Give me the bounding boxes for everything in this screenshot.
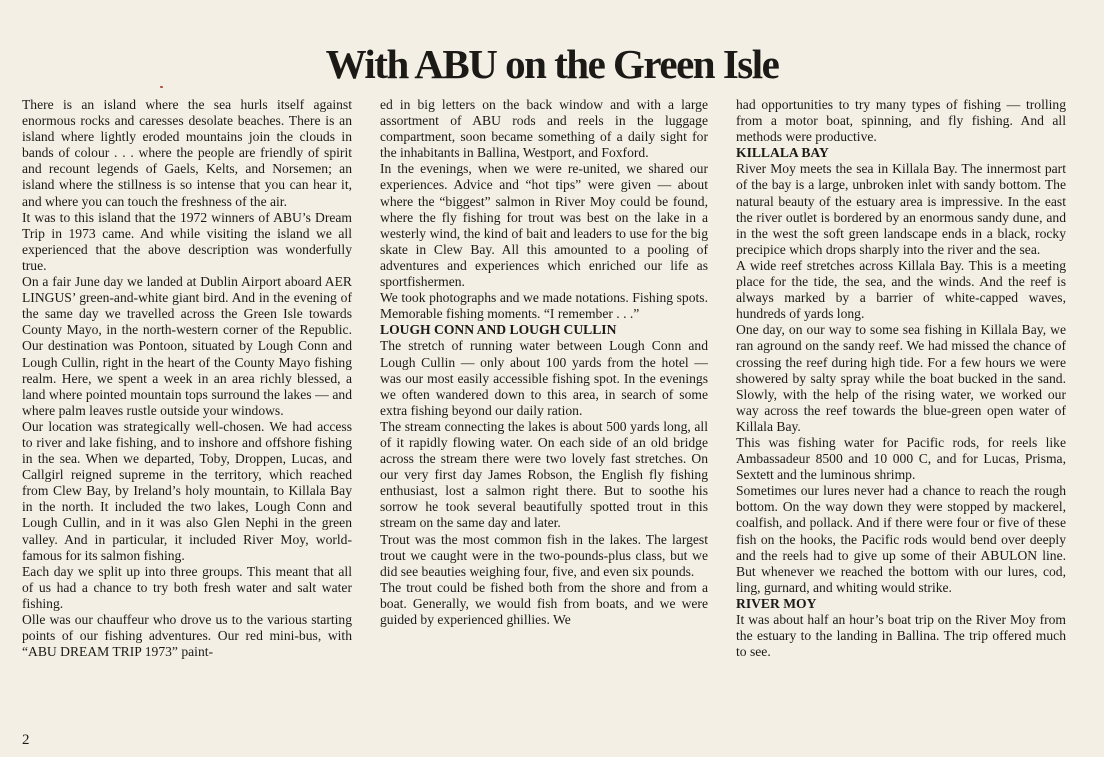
article-paragraph: One day, on our way to some sea fishing in Killala Bay, we ran aground on the sandy reef. We had missed the chance of crossing the reef during high tide. For a few hours we were showered by salty spray while the boat bucked in the sand. Slowly, with the help of the rising water, we worked our way across the reef towards the blue-green open water of Killala Bay.	[736, 322, 1066, 434]
article-paragraph: It was to this island that the 1972 winners of ABU’s Dream Trip in 1973 came. And while visiting the island we all experienced that the above description was wonderfully true.	[22, 209, 352, 273]
article-paragraph: Each day we split up into three groups. This meant that all of us had a chance to try both fresh water and salt water fishing.	[22, 563, 352, 611]
section-heading: LOUGH CONN AND LOUGH CULLIN	[380, 322, 617, 338]
article-paragraph: This was fishing water for Pacific rods, for reels like Ambassadeur 8500 and 10 000 C, and for Lucas, Prisma, Sextett and the luminous shrimp.	[736, 434, 1066, 483]
article-paragraph: Olle was our chauffeur who drove us to the various starting points of our fishing adventures. Our red mini-bus, with “ABU DREAM TRIP 1973” paint-	[22, 612, 352, 660]
article-paragraph: In the evenings, when we were re-united, we shared our experiences. Advice and “hot tips” were given — about where the “biggest” salmon in River Moy could be found, where the fly fishing for trout was best on the lake in a westerly wind, the kind of bait and leaders to use for the big skate in Clew Bay. All this amounted to a pooling of adventures and experiences which enriched our life as sportfishermen.	[380, 161, 708, 290]
article-paragraph: A wide reef stretches across Killala Bay. This is a meeting place for the tide, the sea, and the winds. And the reef is always marked by a barrier of white-capped waves, hundreds of yards long.	[736, 257, 1066, 322]
article-paragraph: River Moy meets the sea in Killala Bay. The innermost part of the bay is a large, unbroken inlet with sandy bottom. The natural beauty of the estuary area is impressive. In the east the river outlet is bordered by an enormous sandy dune, and in the west the soft green landscape ends in a black, rocky precipice which drops sharply into the river and the sea.	[736, 161, 1066, 257]
page-title: With ABU on the Green Isle	[325, 41, 779, 87]
article-paragraph: It was about half an hour’s boat trip on the River Moy from the estuary to the landing in Ballina. The trip offered much to see.	[736, 612, 1066, 660]
article-paragraph: had opportunities to try many types of fishing — trolling from a motor boat, spinning, and fly fishing. And all methods were productive.	[736, 97, 1066, 145]
article-paragraph: On a fair June day we landed at Dublin Airport aboard AER LINGUS’ green-and-white giant bird. And in the evening of the same day we travelled across the Green Isle towards County Mayo, in the north-western corner of the Republic. Our destination was Pontoon, situated by Lough Conn and Lough Cullin, right in the heart of the County Mayo fishing realm. Here, we spent a week in an area richly blessed, a land where pointed mountain tops surround the lakes — and where palm leaves rustle outside your windows.	[22, 274, 352, 418]
article-paragraph: The stream connecting the lakes is about 500 yards long, all of it rapidly flowing water. On each side of an old bridge across the stream there were two lovely fast stretches. On our very first day James Robson, the English fly fishing enthusiast, lost a salmon right there. But to soothe his sorrow he took several beautifully spotted trout in this stream on the same day and later.	[380, 418, 708, 531]
article-column-2	[380, 97, 708, 628]
article-column-3	[736, 97, 1066, 660]
page-number: 2	[22, 732, 30, 748]
article-column-1	[22, 97, 352, 660]
section-heading: KILLALA BAY	[736, 145, 829, 161]
article-paragraph: We took photographs and we made notations. Fishing spots. Memorable fishing moments. “I remember . . .”	[380, 290, 708, 322]
article-paragraph: The trout could be fished both from the shore and from a boat. Generally, we would fish from boats, and we were guided by experienced ghillies. We	[380, 579, 708, 627]
article-paragraph: Trout was the most common fish in the lakes. The largest trout we caught were in the two-pounds-plus class, but we did see beauties weighing four, five, and even six pounds.	[380, 531, 708, 579]
article-paragraph: ed in big letters on the back window and with a large assortment of ABU rods and reels in the luggage compartment, soon became something of a daily sight for the inhabitants in Ballina, Westport, and Foxford.	[380, 97, 708, 161]
section-heading: RIVER MOY	[736, 595, 817, 611]
print-speck	[160, 86, 163, 88]
article-paragraph: The stretch of running water between Lough Conn and Lough Cullin — only about 100 yards from the hotel — was our most easily accessible fishing spot. In the evenings we often wandered down to this area, in search of some extra fishing beyond our daily ration.	[380, 338, 708, 418]
article-paragraph: There is an island where the sea hurls itself against enormous rocks and caresses desolate beaches. There is an island where lightly eroded mountains join the clouds in bands of colour . . . where the people are friendly of spirit and recount legends of Gaels, Kelts, and Norsemen; an island where the stillness is so intense that you can hear it, and where you can touch the freshness of the air.	[22, 97, 352, 209]
article-paragraph: Our location was strategically well-chosen. We had access to river and lake fishing, and to inshore and offshore fishing in the sea. When we departed, Toby, Droppen, Lucas, and Callgirl reigned supreme in the territory, which reached from Clew Bay, by Ireland’s holy mountain, to Killala Bay in the north. It included the two lakes, Lough Conn and Lough Cullin, and in it was also Glen Nephi in the green valley. And in particular, it included River Moy, world-famous for its salmon fishing.	[22, 418, 352, 563]
article-paragraph: Sometimes our lures never had a chance to reach the rough bottom. On the way down they were stopped by mackerel, coalfish, and pollack. And if there were four or five of these fish on the hooks, the Pacific rods would bend over deeply and the reels had to give up some of their ABULON line. But whenever we reached the bottom with our lures, cod, ling, gurnard, and whiting would strike.	[736, 483, 1066, 595]
